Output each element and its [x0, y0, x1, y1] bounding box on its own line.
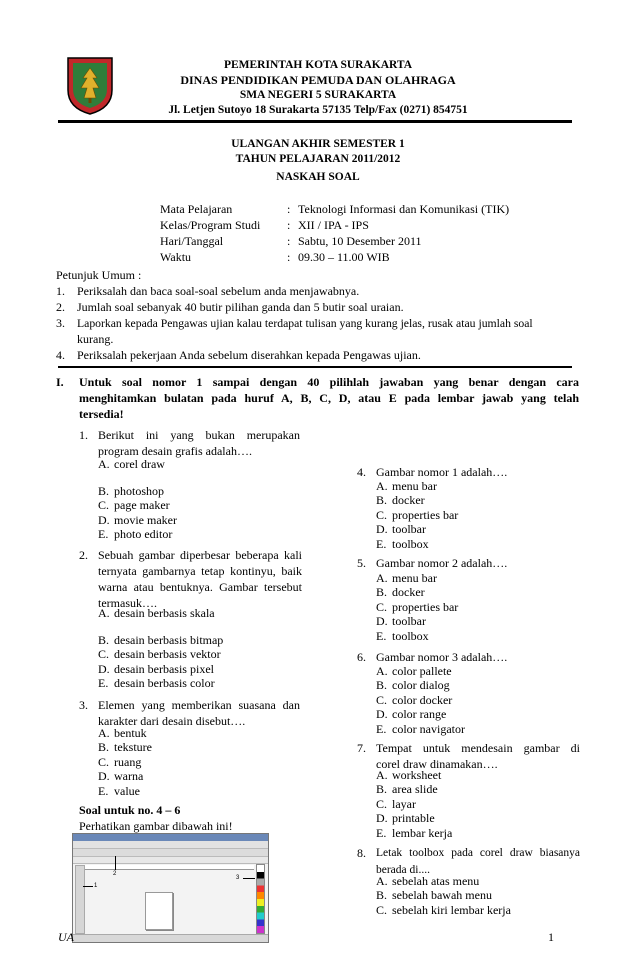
option: [376, 493, 458, 507]
callout-label-3: 3: [236, 875, 240, 881]
option-text: color range: [392, 707, 447, 722]
option: [98, 740, 152, 754]
option: [98, 498, 177, 512]
question-line: ternyata gambarnya tetap kontinyu, baik: [98, 564, 302, 578]
option-text: desain berbasis vektor: [114, 647, 221, 662]
option-text: sebelah kiri lembar kerja: [392, 902, 511, 917]
option-list: [98, 606, 215, 620]
window-standard-bar: [73, 849, 268, 857]
exam-title-line-2: TAHUN PELAJARAN 2011/2012: [235, 153, 401, 165]
option: [376, 826, 452, 840]
question-line: berada di....: [376, 864, 430, 876]
option: [376, 782, 452, 796]
option-key: E.: [98, 783, 109, 798]
option: [376, 693, 465, 707]
letterhead: [58, 58, 578, 118]
option-key: B.: [98, 633, 110, 647]
instruction-text: Jumlah soal sebanyak 40 butir pilihan ganda dan 5 butir soal uraian.: [77, 300, 404, 314]
option-key: A.: [376, 664, 388, 678]
option: [376, 614, 458, 628]
option-key: E.: [98, 676, 109, 691]
option: [376, 722, 465, 736]
question-stem: [98, 547, 302, 611]
option: [98, 784, 152, 798]
window-status-bar: [73, 934, 268, 942]
option-key: B.: [376, 888, 388, 903]
option-key: B.: [376, 493, 388, 508]
subsection-title: Soal untuk no. 4 – 6: [79, 803, 181, 817]
option: [376, 508, 458, 522]
option-key: E.: [376, 628, 387, 643]
instruction-text: Laporkan kepada Pengawas ujian kalau terdapat tulisan yang kurang jelas, rusak atau jumlah soal: [77, 317, 533, 330]
option-text: photoshop: [114, 484, 165, 498]
option-text: sebelah atas menu: [392, 874, 480, 888]
window-ruler: [85, 865, 254, 870]
option-list: [376, 874, 511, 917]
letterhead-line-4: Jl. Letjen Sutoyo 18 Surakarta 57135 Telp/Fax (0271) 854751: [168, 104, 468, 116]
option-key: B.: [376, 782, 388, 797]
instruction-text: Periksalah pekerjaan Anda sebelum diserahkan kepada Pengawas ujian.: [77, 348, 421, 362]
option-key: E.: [376, 825, 387, 840]
option-text: desain berbasis skala: [114, 606, 215, 620]
option: [98, 457, 165, 471]
info-colon: :: [287, 218, 291, 232]
option: [376, 811, 452, 825]
option: [376, 768, 452, 782]
option-key: C.: [98, 498, 110, 513]
footer-left: UA: [58, 930, 74, 944]
option-text: sebelah bawah menu: [392, 888, 492, 903]
option-key: C.: [98, 754, 110, 769]
option-text: area slide: [392, 782, 438, 797]
option: [98, 633, 223, 647]
option-text: properties bar: [392, 507, 459, 522]
option-key: A.: [376, 479, 388, 493]
question-number: 7.: [357, 741, 366, 755]
section-instruction-line: menghitamkan bulatan pada huruf A, B, C, D, atau E pada lembar jawab yang telah: [79, 391, 579, 405]
callout-line: [115, 856, 116, 870]
info-value: XII / IPA - IPS: [298, 218, 369, 232]
option: [376, 903, 511, 917]
header-rule: [58, 120, 572, 123]
option-key: D.: [98, 512, 110, 527]
option-text: teksture: [114, 740, 152, 755]
option-text: layar: [392, 796, 416, 811]
option-list: [376, 768, 452, 840]
option-text: desain berbasis color: [114, 676, 215, 691]
option: [376, 707, 465, 721]
option-text: menu bar: [392, 571, 437, 585]
option-text: desain berbasis bitmap: [114, 633, 224, 647]
option-key: A.: [376, 874, 388, 888]
option-text: toolbar: [392, 522, 426, 537]
option-text: ruang: [114, 754, 142, 769]
option-key: C.: [376, 599, 388, 614]
info-value: Teknologi Informasi dan Komunikasi (TIK): [298, 202, 510, 216]
info-colon: :: [287, 202, 291, 216]
option: [376, 571, 458, 585]
question-line: program desain grafis adalah….: [98, 444, 252, 458]
option-key: D.: [376, 707, 388, 722]
instruction-item: [56, 299, 580, 315]
option-list: [376, 571, 458, 643]
question-number: 6.: [357, 650, 366, 664]
option-list: [98, 484, 177, 542]
callout-label-1: 1: [94, 883, 98, 889]
option-list: [376, 664, 465, 736]
option-text: menu bar: [392, 479, 437, 493]
instruction-item: [56, 315, 580, 332]
instruction-number: 2.: [56, 300, 65, 314]
option-text: color dialog: [392, 678, 450, 693]
option: [98, 662, 223, 676]
option-key: C.: [376, 692, 388, 707]
question-number: 4.: [357, 465, 366, 479]
section-instruction-line: Untuk soal nomor 1 sampai dengan 40 pilihlah jawaban yang benar dengan cara: [79, 375, 579, 389]
option-text: bentuk: [114, 726, 147, 740]
option-text: docker: [392, 585, 425, 600]
option-key: B.: [376, 585, 388, 600]
option-text: toolbox: [392, 536, 429, 551]
question-line: karakter dari desain disebut….: [98, 714, 246, 728]
section-rule: [58, 366, 572, 368]
option-key: A.: [98, 457, 110, 471]
question-stem: [98, 697, 300, 729]
option-text: color navigator: [392, 721, 465, 736]
option: [98, 527, 177, 541]
option-key: C.: [376, 796, 388, 811]
option: [98, 647, 223, 661]
option: [98, 513, 177, 527]
exam-title: [58, 137, 578, 185]
info-value: 09.30 – 11.00 WIB: [298, 250, 390, 264]
window-menu-bar: [73, 841, 268, 849]
question-stem: Gambar nomor 3 adalah….: [376, 650, 508, 664]
instruction-continuation: kurang.: [77, 332, 114, 346]
option-key: E.: [376, 536, 387, 551]
question-stem: Gambar nomor 1 adalah….: [376, 465, 508, 479]
option-text: desain berbasis pixel: [114, 661, 214, 676]
question-line: Tempat untuk mendesain gambar di: [376, 741, 580, 755]
option: [98, 484, 177, 498]
option-list: [98, 457, 165, 471]
option-text: color pallete: [392, 664, 452, 678]
option: [376, 600, 458, 614]
letterhead-line-3: SMA NEGERI 5 SURAKARTA: [239, 89, 397, 101]
question-line: warna atau bentuknya. Gambar tersebut: [98, 580, 302, 594]
option-key: D.: [376, 522, 388, 537]
question-line: corel draw dinamakan….: [376, 757, 498, 771]
option-text: worksheet: [392, 768, 442, 782]
option-text: photo editor: [114, 527, 173, 542]
option: [376, 585, 458, 599]
instruction-number: 3.: [56, 316, 65, 330]
section-instruction: [79, 374, 579, 422]
option-list: [98, 726, 152, 798]
option-key: A.: [376, 768, 388, 782]
option-key: D.: [376, 614, 388, 629]
info-label: Mata Pelajaran: [160, 202, 233, 216]
color-palette: [256, 864, 265, 934]
option-key: B.: [376, 678, 388, 693]
question-number: 1.: [79, 428, 88, 442]
option-key: E.: [376, 721, 387, 736]
window-property-bar: [73, 857, 268, 864]
instruction-item: [56, 347, 580, 363]
info-label: Hari/Tanggal: [160, 234, 224, 248]
option: [98, 755, 152, 769]
instruction-number: 1.: [56, 284, 65, 298]
option-key: B.: [98, 740, 110, 755]
drawing-page: [145, 892, 173, 930]
option-key: C.: [98, 647, 110, 662]
instruction-number: 4.: [56, 348, 65, 362]
option-key: C.: [376, 902, 388, 917]
question-line: Sebuah gambar diperbesar beberapa kali: [98, 548, 302, 562]
option-key: B.: [98, 484, 110, 498]
option: [98, 726, 152, 740]
option-key: E.: [98, 527, 109, 542]
option: [98, 676, 223, 690]
option-text: printable: [392, 811, 435, 826]
option: [98, 606, 215, 620]
option-text: movie maker: [114, 512, 177, 527]
info-colon: :: [287, 234, 291, 248]
option-text: warna: [114, 769, 144, 784]
option-text: page maker: [114, 498, 170, 513]
info-label: Kelas/Program Studi: [160, 218, 261, 232]
window-toolbox: [75, 865, 85, 934]
option-text: lembar kerja: [392, 825, 453, 840]
letterhead-line-2: DINAS PENDIDIKAN PEMUDA DAN OLAHRAGA: [180, 73, 456, 87]
question-line: termasuk….: [98, 596, 157, 610]
option: [376, 888, 511, 902]
instruction-item: [56, 283, 580, 299]
option-text: corel draw: [114, 457, 165, 471]
option-key: D.: [376, 811, 388, 826]
question-line: Elemen yang memberikan suasana dan: [98, 698, 300, 712]
option: [376, 678, 465, 692]
callout-line: [83, 886, 93, 887]
option-text: value: [114, 783, 140, 798]
option-key: D.: [98, 661, 110, 676]
question-line: Letak toolbox pada corel draw biasanya: [376, 847, 580, 859]
question-stem: [98, 427, 300, 459]
option-key: A.: [98, 606, 110, 620]
option-key: D.: [98, 769, 110, 784]
section-instruction-line: tersedia!: [79, 407, 124, 421]
option: [376, 479, 458, 493]
option-text: properties bar: [392, 599, 459, 614]
option-text: toolbar: [392, 614, 426, 629]
exam-info-table: [0, 201, 638, 265]
option-key: A.: [376, 571, 388, 585]
option-text: color docker: [392, 692, 453, 707]
option: [376, 797, 452, 811]
question-number: 2.: [79, 548, 88, 562]
option-text: docker: [392, 493, 425, 508]
page-number: 1: [548, 930, 554, 944]
subsection-instruction: Perhatikan gambar dibawah ini!: [79, 819, 233, 833]
window-title-bar: [73, 834, 268, 841]
callout-line: [243, 878, 255, 879]
option: [376, 537, 458, 551]
instructions-title: Petunjuk Umum :: [56, 268, 142, 282]
option: [376, 522, 458, 536]
callout-label-2: 2: [113, 871, 117, 877]
option-list: [98, 633, 223, 691]
coreldraw-screenshot: [72, 833, 269, 943]
question-number: 5.: [357, 556, 366, 570]
option-key: C.: [376, 507, 388, 522]
exam-title-line-3: NASKAH SOAL: [276, 171, 360, 183]
letterhead-line-1: PEMERINTAH KOTA SURAKARTA: [223, 59, 413, 71]
option-key: A.: [98, 726, 110, 740]
option-text: toolbox: [392, 628, 429, 643]
exam-title-line-1: ULANGAN AKHIR SEMESTER 1: [231, 138, 405, 150]
question-line: Berikut ini yang bukan merupakan: [98, 428, 300, 442]
question-number: 8.: [357, 846, 366, 860]
option: [376, 664, 465, 678]
info-label: Waktu: [160, 250, 192, 264]
instruction-text: Periksalah dan baca soal-soal sebelum anda menjawabnya.: [77, 284, 360, 298]
option: [376, 629, 458, 643]
option: [376, 874, 511, 888]
option: [98, 769, 152, 783]
question-number: 3.: [79, 698, 88, 712]
info-value: Sabtu, 10 Desember 2011: [298, 234, 422, 248]
info-colon: :: [287, 250, 291, 264]
option-list: [376, 479, 458, 551]
section-number: I.: [56, 375, 64, 389]
question-stem: Gambar nomor 2 adalah….: [376, 556, 508, 570]
